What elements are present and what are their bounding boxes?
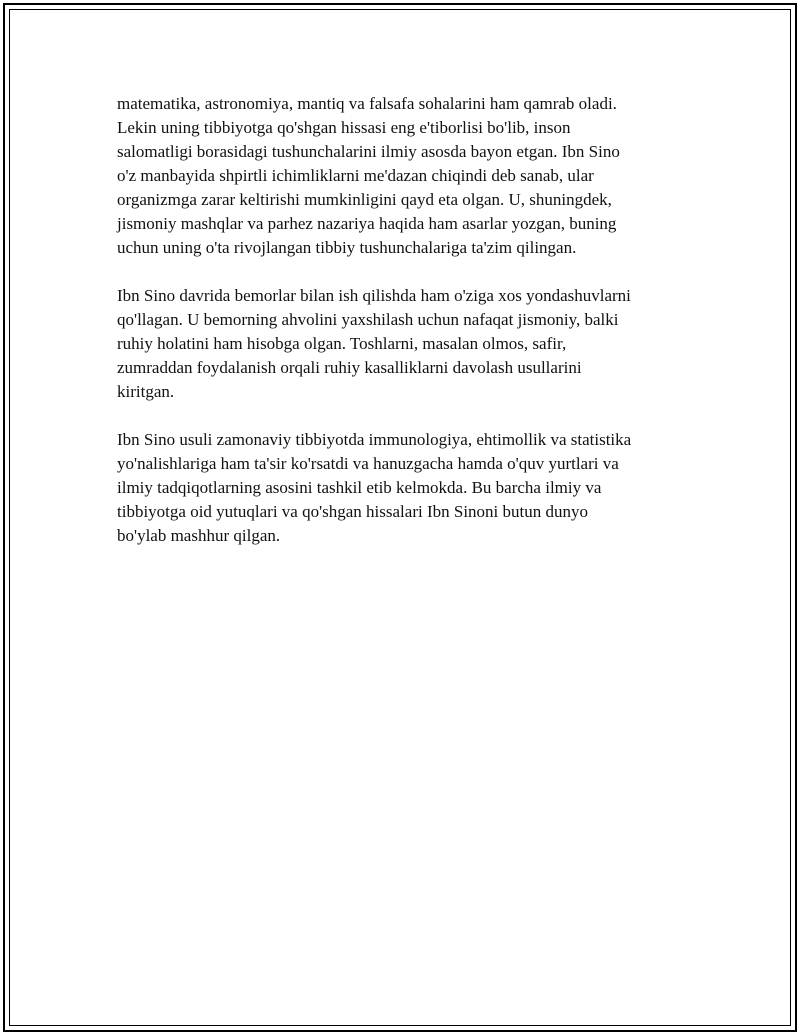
text-line: Lekin uning tibbiyotga qo'shgan hissasi eng e'tiborlisi bo'lib, inson xyxy=(117,118,571,137)
text-line: tibbiyotga oid yutuqlari va qo'shgan hissalari Ibn Sinoni butun dunyo xyxy=(117,502,588,521)
text-line: bo'ylab mashhur qilgan. xyxy=(117,526,281,545)
text-line: salomatligi borasidagi tushunchalarini ilmiy asosda bayon etgan. Ibn Sino xyxy=(117,142,620,161)
text-line: Ibn Sino usuli zamonaviy tibbiyotda immunologiya, ehtimollik va statistika xyxy=(117,430,632,449)
text-line: ilmiy tadqiqotlarning asosini tashkil etib kelmokda. Bu barcha ilmiy va xyxy=(117,478,602,497)
text-line: qo'llagan. U bemorning ahvolini yaxshilash uchun nafaqat jismoniy, balki xyxy=(117,310,619,329)
document-body xyxy=(117,92,697,572)
text-line: Ibn Sino davrida bemorlar bilan ish qilishda ham o'ziga xos yondashuvlarni xyxy=(117,286,631,305)
text-line: o'z manbayida shpirtli ichimliklarni me'dazan chiqindi deb sanab, ular xyxy=(117,166,594,185)
text-line: jismoniy mashqlar va parhez nazariya haqida ham asarlar yozgan, buning xyxy=(117,214,617,233)
text-line: ruhiy holatini ham hisobga olgan. Toshlarni, masalan olmos, safir, xyxy=(117,334,567,353)
paragraph-2 xyxy=(117,284,697,404)
text-line: kiritgan. xyxy=(117,382,175,401)
text-line: yo'nalishlariga ham ta'sir ko'rsatdi va hanuzgacha hamda o'quv yurtlari va xyxy=(117,454,619,473)
text-line: zumraddan foydalanish orqali ruhiy kasalliklarni davolash usullarini xyxy=(117,358,582,377)
text-line: matematika, astronomiya, mantiq va falsafa sohalarini ham qamrab oladi. xyxy=(117,94,617,113)
text-line: organizmga zarar keltirishi mumkinligini qayd eta olgan. U, shuningdek, xyxy=(117,190,612,209)
text-line: uchun uning o'ta rivojlangan tibbiy tushunchalariga ta'zim qilingan. xyxy=(117,238,577,257)
paragraph-1 xyxy=(117,92,697,260)
paragraph-3 xyxy=(117,428,697,548)
